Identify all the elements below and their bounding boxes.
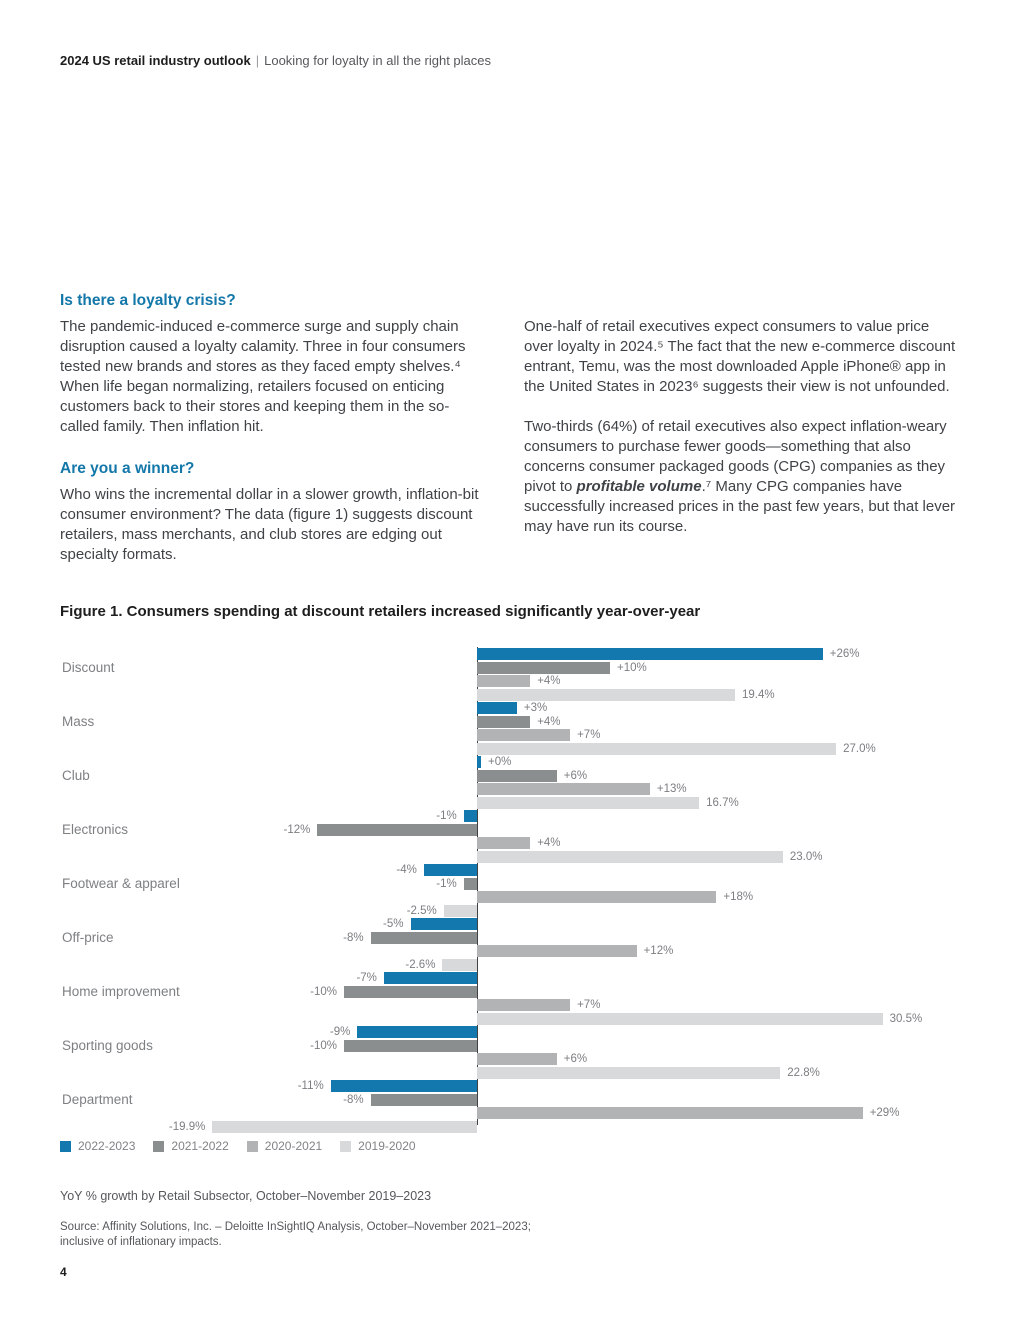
legend-swatch: [60, 1141, 71, 1152]
chart-bar-value-label: 19.4%: [742, 688, 775, 701]
chart-bar-value-label: -1%: [436, 877, 457, 890]
body-columns: [0, 291, 1020, 565]
figure-title: Figure 1. Consumers spending at discount retailers increased significantly year-over-year: [60, 603, 701, 620]
chart-category-label: Sporting goods: [62, 1038, 153, 1053]
chart-bar-2019-2020: [477, 1013, 883, 1025]
paragraph-winner: Who wins the incremental dollar in a slower growth, inflation-bit consumer environment? The data (figure 1) suggests discount retailers, mass merchants, and club stores are edging out specialty formats.: [60, 486, 479, 563]
chart-bar-2020-2021: [477, 1107, 863, 1119]
chart-group: [60, 917, 980, 971]
legend-item: [340, 1139, 415, 1153]
left-column: [60, 291, 482, 565]
chart-bar-value-label: +3%: [523, 702, 548, 714]
chart-group: [60, 971, 980, 1025]
chart-bar-2019-2020: [444, 905, 477, 917]
chart-bar-2022-2023: [357, 1026, 477, 1038]
chart-bar-2019-2020: [212, 1121, 477, 1133]
chart-bar-value-label: -7%: [356, 972, 377, 984]
chart-bar-value-label: +4%: [537, 837, 561, 849]
chart-bar-value-label: 16.7%: [706, 796, 739, 809]
legend-item: [247, 1139, 322, 1153]
chart-bar-value-label: 27.0%: [843, 742, 876, 755]
chart-bar-value-label: 30.5%: [889, 1012, 923, 1025]
chart-group: [60, 755, 980, 809]
chart-bar-2020-2021: [477, 891, 716, 903]
chart-bar-value-label: -2.5%: [406, 904, 437, 917]
chart-bar-value-label: +7%: [577, 729, 601, 741]
legend-swatch: [340, 1141, 351, 1152]
chart-bar-value-label: -1%: [436, 810, 457, 822]
chart-bar-2019-2020: [477, 797, 699, 809]
page-number: 4: [60, 1265, 67, 1279]
chart-bar-value-label: 22.8%: [787, 1066, 820, 1079]
chart-bar-value-label: +6%: [563, 769, 588, 782]
chart-bar-2021-2022: [477, 662, 610, 674]
chart-category-label: Discount: [62, 660, 115, 675]
paragraph-profitable-volume: [524, 417, 960, 537]
chart-bar-2021-2022: [317, 824, 477, 836]
chart-bar-value-label: -2.6%: [405, 958, 436, 971]
figure-caption: YoY % growth by Retail Subsector, October–November 2019–2023: [60, 1189, 432, 1203]
chart-bar-value-label: -8%: [343, 931, 364, 944]
chart-category-label: Department: [62, 1092, 133, 1107]
chart-bar-2020-2021: [477, 1053, 557, 1065]
chart-bar-2021-2022: [464, 878, 477, 890]
report-subtitle: Looking for loyalty in all the right places: [264, 53, 492, 68]
chart-bar-2019-2020: [442, 959, 477, 971]
chart-group: [60, 647, 980, 701]
figure-source-line1: Source: Affinity Solutions, Inc. – Deloitte InSightIQ Analysis, October–November 2021–2023;: [60, 1221, 531, 1233]
paragraph-segment: Two-thirds (64%) of retail executives also expect inflation-weary consumers to purchase fewer goods—something that also concerns consumer packaged goods (CPG) companies as they pivot to: [524, 418, 947, 495]
chart-bar-2021-2022: [477, 716, 530, 728]
chart-bar-2022-2023: [411, 918, 478, 930]
chart-group: [60, 863, 980, 917]
chart-bar-2022-2023: [464, 810, 477, 822]
chart-bar-2022-2023: [384, 972, 477, 984]
chart-bar-value-label: +26%: [829, 648, 860, 660]
chart-category-label: Electronics: [62, 822, 129, 837]
section-heading-winner: Are you a winner?: [60, 460, 195, 477]
chart-group: [60, 1025, 980, 1079]
chart-bar-value-label: -12%: [283, 823, 311, 836]
figure-source-line2: inclusive of inflationary impacts.: [60, 1236, 222, 1248]
chart-bar-value-label: -4%: [396, 864, 417, 876]
chart-bar-2020-2021: [477, 675, 530, 687]
chart-bar-2022-2023: [477, 702, 517, 714]
chart-bar-2021-2022: [344, 1040, 477, 1052]
chart-bar-2019-2020: [477, 851, 783, 863]
chart-bar-value-label: +10%: [617, 661, 647, 674]
chart-category-label: Club: [62, 768, 90, 783]
chart-bar-value-label: +4%: [537, 675, 561, 687]
chart-group: [60, 809, 980, 863]
chart-bar-value-label: +12%: [643, 945, 674, 957]
chart-bar-value-label: -10%: [310, 985, 337, 998]
chart-bar-2021-2022: [477, 770, 557, 782]
chart-bar-2022-2023: [331, 1080, 477, 1092]
header-separator: |: [255, 53, 260, 68]
chart-group: [60, 1079, 980, 1133]
figure-chart-plot: [60, 647, 980, 1133]
emphasis-profitable-volume: profitable volume: [576, 478, 702, 495]
chart-bar-2021-2022: [371, 1094, 477, 1106]
right-column: [524, 291, 960, 565]
chart-category-label: Home improvement: [62, 984, 180, 999]
paragraph-price-over-loyalty: One-half of retail executives expect consumers to value price over loyalty in 2024.⁵ The fact that the new e-commerce discount entrant, Temu, was the most downloaded Apple iPhone® app in the United States in 2023⁶ suggests their view is not unfounded.: [524, 318, 956, 395]
chart-bar-2019-2020: [477, 1067, 780, 1079]
page-header: [0, 0, 1020, 70]
chart-bar-value-label: +4%: [537, 715, 561, 728]
chart-bar-value-label: -5%: [383, 918, 404, 930]
legend-swatch: [247, 1141, 258, 1152]
chart-bar-2022-2023: [424, 864, 477, 876]
chart-bar-2021-2022: [344, 986, 477, 998]
chart-category-label: Footwear & apparel: [62, 876, 180, 891]
chart-bar-value-label: +13%: [656, 783, 687, 795]
chart-bar-2020-2021: [477, 783, 650, 795]
legend-label: 2019-2020: [358, 1139, 416, 1153]
chart-bar-value-label: +29%: [869, 1107, 900, 1119]
legend-item: [153, 1139, 228, 1153]
chart-bar-value-label: -8%: [343, 1093, 364, 1106]
chart-bar-value-label: -19.9%: [168, 1120, 206, 1133]
legend-label: 2021-2022: [171, 1139, 229, 1153]
chart-category-label: Mass: [62, 714, 95, 729]
legend-swatch: [153, 1141, 164, 1152]
paragraph-loyalty-crisis: The pandemic-induced e-commerce surge and supply chain disruption caused a loyalty calamity. Three in four consumers tested new brands and stores as they faced empty shelves.⁴ When life began normalizing, retailers focused on enticing customers back to their stores and keeping them in the so-called family. Then inflation hit.: [60, 318, 466, 435]
chart-bar-value-label: +0%: [488, 756, 512, 768]
chart-bar-2019-2020: [477, 743, 836, 755]
figure-source: [0, 1220, 1020, 1250]
chart-bar-2022-2023: [477, 648, 823, 660]
chart-bar-2020-2021: [477, 945, 637, 957]
chart-bar-value-label: +7%: [577, 999, 601, 1011]
chart-bar-value-label: +6%: [563, 1053, 588, 1065]
chart-bar-value-label: +18%: [723, 891, 754, 903]
chart-bar-value-label: -11%: [297, 1080, 324, 1092]
chart-bar-2020-2021: [477, 729, 570, 741]
paragraph-segment: .⁷ Many CPG companies have successfully increased prices in the past few years, but that lever may have run its course.: [524, 478, 956, 535]
legend-label: 2022-2023: [78, 1139, 136, 1153]
figure-legend: [0, 1139, 1020, 1153]
chart-bar-2019-2020: [477, 689, 735, 701]
chart-bar-value-label: -9%: [329, 1026, 351, 1038]
report-title: 2024 US retail industry outlook: [60, 53, 251, 68]
legend-item: [60, 1139, 135, 1153]
chart-bar-2021-2022: [371, 932, 477, 944]
legend-label: 2020-2021: [264, 1139, 323, 1153]
figure-chart: [60, 647, 980, 1133]
chart-group: [60, 701, 980, 755]
chart-category-label: Off-price: [62, 930, 114, 945]
section-heading-loyalty-crisis: Is there a loyalty crisis?: [60, 292, 236, 309]
chart-bar-value-label: 23.0%: [789, 850, 823, 863]
chart-bar-2020-2021: [477, 999, 570, 1011]
chart-bar-2022-2023: [477, 756, 481, 768]
chart-bar-value-label: -10%: [310, 1039, 337, 1052]
chart-bar-2020-2021: [477, 837, 530, 849]
